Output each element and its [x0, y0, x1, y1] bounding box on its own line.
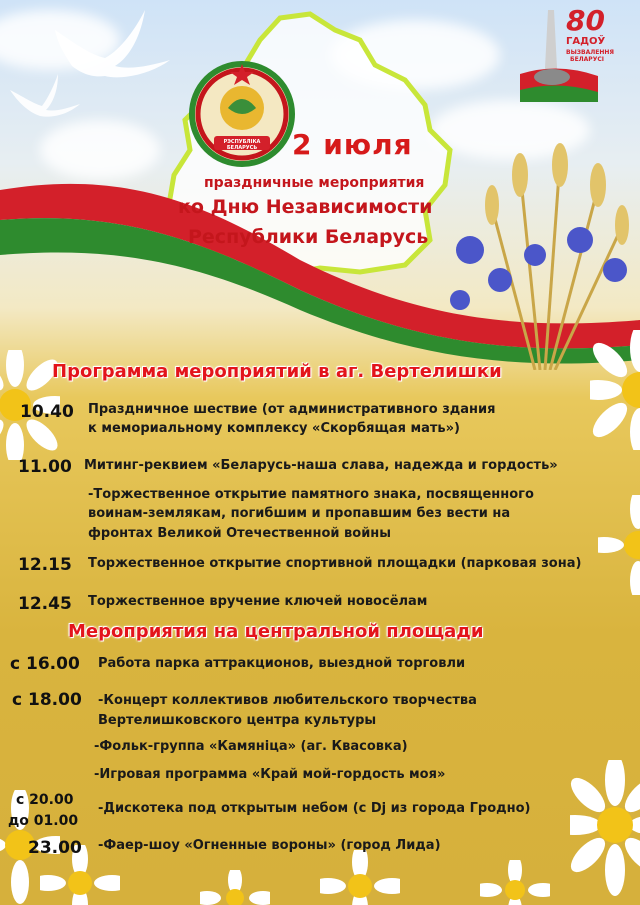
time-label: 10.40 — [20, 402, 74, 422]
daisy-decoration — [570, 760, 640, 905]
daisy-decoration — [590, 330, 640, 450]
time-label: с 20.00 — [16, 792, 74, 808]
time-label: до 01.00 — [8, 813, 79, 829]
event-text: воинам-землякам, погибшим и пропавшим без вести на — [88, 506, 511, 521]
event-date: 2 июля — [292, 128, 413, 161]
event-text: Работа парка аттракционов, выездной торговли — [98, 656, 466, 671]
event-text: Торжественное открытие спортивной площадки (парковая зона) — [88, 556, 582, 571]
state-emblem — [188, 60, 296, 168]
badge-line1: ГАДОЎ — [566, 36, 606, 47]
time-label: 23.00 — [28, 838, 82, 858]
time-label: 11.00 — [18, 457, 72, 477]
subtitle-line3: Республики Беларусь — [188, 226, 429, 248]
event-text: -Дискотека под открытым небом (с Dj из города Гродно) — [98, 801, 531, 816]
emblem-ribbon-text: РЭСПУБЛІКА БЕЛАРУСЬ — [223, 139, 261, 151]
event-text: Торжественное вручение ключей новосёлам — [88, 594, 428, 609]
daisy-decoration — [480, 860, 550, 905]
event-text: Митинг-реквием «Беларусь-наша слава, надежда и гордость» — [84, 458, 558, 473]
daisy-decoration — [320, 850, 400, 905]
badge-line2: ВЫЗВАЛЕННЯ — [566, 49, 615, 56]
time-label: 12.15 — [18, 555, 72, 575]
central-heading: Мероприятия на центральной площади — [68, 621, 484, 642]
event-text: фронтах Великой Отечественной войны — [88, 526, 392, 541]
event-text: -Концерт коллективов любительского творчества — [98, 693, 477, 708]
time-label: с 18.00 — [12, 690, 82, 710]
event-text: -Игровая программа «Край мой-гордость моя» — [94, 767, 446, 782]
badge-line3: БЕЛАРУСІ — [570, 56, 604, 63]
event-text: Вертелишковского центра культуры — [98, 713, 377, 728]
time-label: 12.45 — [18, 594, 72, 614]
event-text: Праздничное шествие (от административного здания — [88, 402, 496, 417]
event-text: -Торжественное открытие памятного знака, посвященного — [88, 487, 534, 502]
time-label: с 16.00 — [10, 654, 80, 674]
subtitle-line1: праздничные мероприятия — [204, 175, 425, 191]
subtitle-line2: ко Дню Независимости — [178, 196, 433, 218]
daisy-decoration — [598, 495, 640, 595]
event-text: к мемориальному комплексу «Скорбящая мать») — [88, 421, 460, 436]
event-text: -Фольк-группа «Камяніца» (аг. Квасовка) — [94, 739, 408, 754]
daisy-decoration — [200, 870, 270, 905]
badge-number: 80 — [566, 4, 605, 37]
program-heading: Программа мероприятий в аг. Вертелишки — [52, 361, 502, 382]
event-text: -Фаер-шоу «Огненные вороны» (город Лида) — [98, 838, 441, 853]
